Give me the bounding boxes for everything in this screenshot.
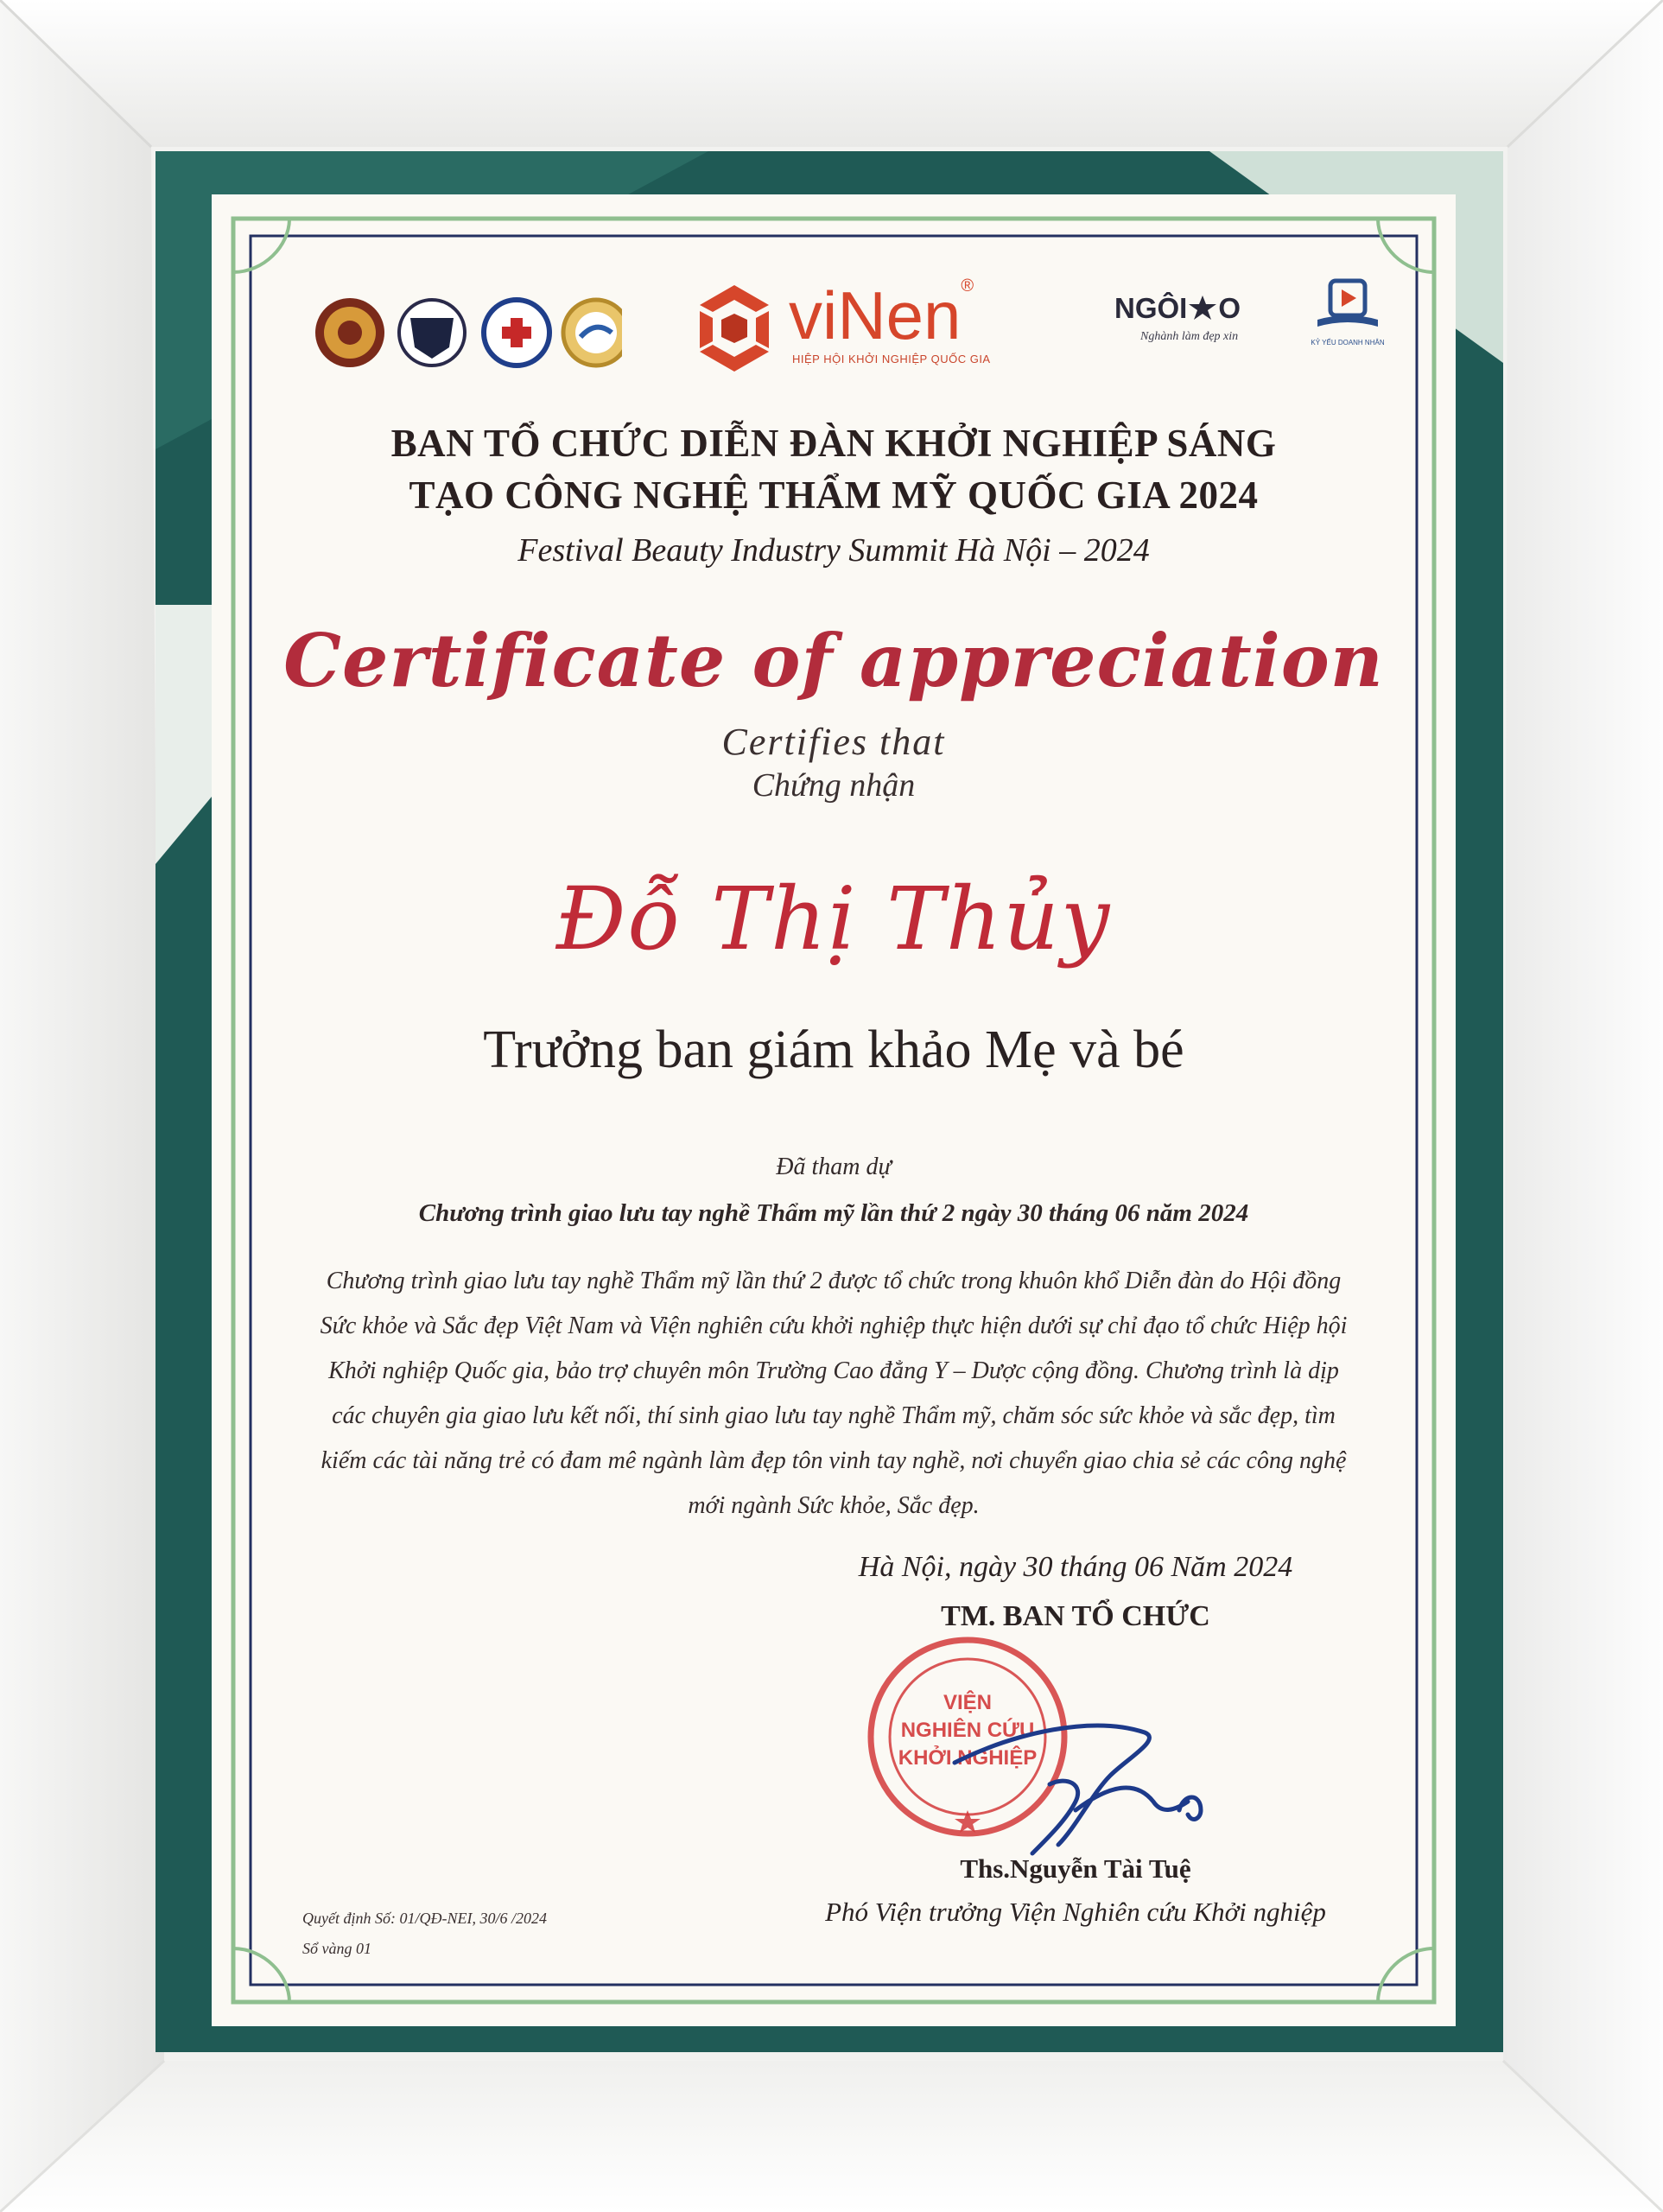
certifies-that: Certifies that <box>721 721 946 763</box>
stamp-line-3: KHỞI NGHIỆP <box>898 1746 1038 1770</box>
ngoi-sao-logo <box>1114 268 1287 363</box>
on-behalf-label: TM. BAN TỔ CHỨC <box>941 1600 1210 1632</box>
vien-khoi-nghiep-shield-icon <box>399 300 465 365</box>
golden-book-number: Sổ vàng 01 <box>302 1940 371 1957</box>
registered-mark: ® <box>961 276 974 296</box>
signer-title: Phó Viện trưởng Viện Nghiên cứu Khởi nghiệp <box>825 1897 1326 1927</box>
header-line-2: TẠO CÔNG NGHỆ THẨM MỸ QUỐC GIA 2024 <box>409 474 1259 517</box>
attended-label: Đã tham dự <box>776 1154 892 1180</box>
vinen-tagline: HIỆP HỘI KHỞI NGHIỆP QUỐC GIA <box>792 353 991 365</box>
header-line-1: BAN TỔ CHỨC DIỄN ĐÀN KHỞI NGHIỆP SÁNG <box>390 422 1277 465</box>
place-date: Hà Nội, ngày 30 tháng 06 Năm 2024 <box>858 1551 1293 1583</box>
red-cross-seal-icon <box>484 300 549 365</box>
ky-yeu-logo <box>1304 276 1391 363</box>
event-subtitle: Festival Beauty Industry Summit Hà Nội – 2024 <box>517 532 1150 569</box>
decorative-border <box>212 194 1456 2026</box>
ky-yeu-caption: KỶ YẾU DOANH NHÂN <box>1311 339 1385 346</box>
certificate-paper <box>212 194 1456 2026</box>
program-name: Chương trình giao lưu tay nghề Thẩm mỹ lần thứ 2 ngày 30 tháng 06 năm 2024 <box>418 1199 1249 1227</box>
vinen-wordmark: viNen <box>789 277 962 353</box>
certifies-vn: Chứng nhận <box>752 767 916 804</box>
ngoi-sao-suffix: O <box>1218 292 1241 324</box>
ngoi-sao-prefix: NGÔI <box>1114 292 1188 324</box>
decision-number: Quyết định Số: 01/QĐ-NEI, 30/6 /2024 <box>302 1910 547 1927</box>
book-play-icon <box>1313 276 1382 337</box>
certificate-title: Certificate of appreciation <box>283 618 1384 703</box>
event-description: Chương trình giao lưu tay nghề Thẩm mỹ lần thứ 2 được tổ chức trong khuôn khổ Diễn đàn do Hội đồng Sức khỏe và Sắc đẹp Việt Nam và Viện nghiên cứu khởi nghiệp thực hiện dưới sự chỉ đạo tổ chức Hiệp hội Khởi nghiệp Quốc gia, bảo trợ chuyên môn Trường Cao đẳng Y – Dược cộng đồng. Chương trình là dịp các chuyên gia giao lưu kết nối, thí sinh giao lưu tay nghề Thẩm mỹ, chăm sóc sức khỏe và sắc đẹp, tìm kiếm các tài năng trẻ có đam mê ngành làm đẹp tôn vinh tay nghề, nơi chuyển giao chia sẻ các công nghệ mới ngành Sức khỏe, Sắc đẹp. <box>320 1268 1348 1519</box>
recipient-name: Đỗ Thị Thủy <box>555 868 1112 969</box>
signer-name: Ths.Nguyễn Tài Tuệ <box>960 1853 1191 1884</box>
handwritten-signature <box>946 1681 1231 1871</box>
star-icon <box>1187 294 1218 321</box>
gold-ribbon-seal-icon <box>563 300 622 365</box>
seal-icon <box>315 298 384 367</box>
partner-seals <box>311 294 622 372</box>
ngoi-sao-tagline: Nghành làm đẹp xin <box>1140 330 1239 343</box>
stamp-line-1: VIỆN <box>943 1691 992 1714</box>
stamp-line-2: NGHIÊN CỨU <box>900 1719 1035 1742</box>
vinen-emblem-icon <box>687 281 782 376</box>
recipient-role: Trưởng ban giám khảo Mẹ và bé <box>483 1020 1184 1079</box>
vinen-logo <box>687 276 1015 380</box>
